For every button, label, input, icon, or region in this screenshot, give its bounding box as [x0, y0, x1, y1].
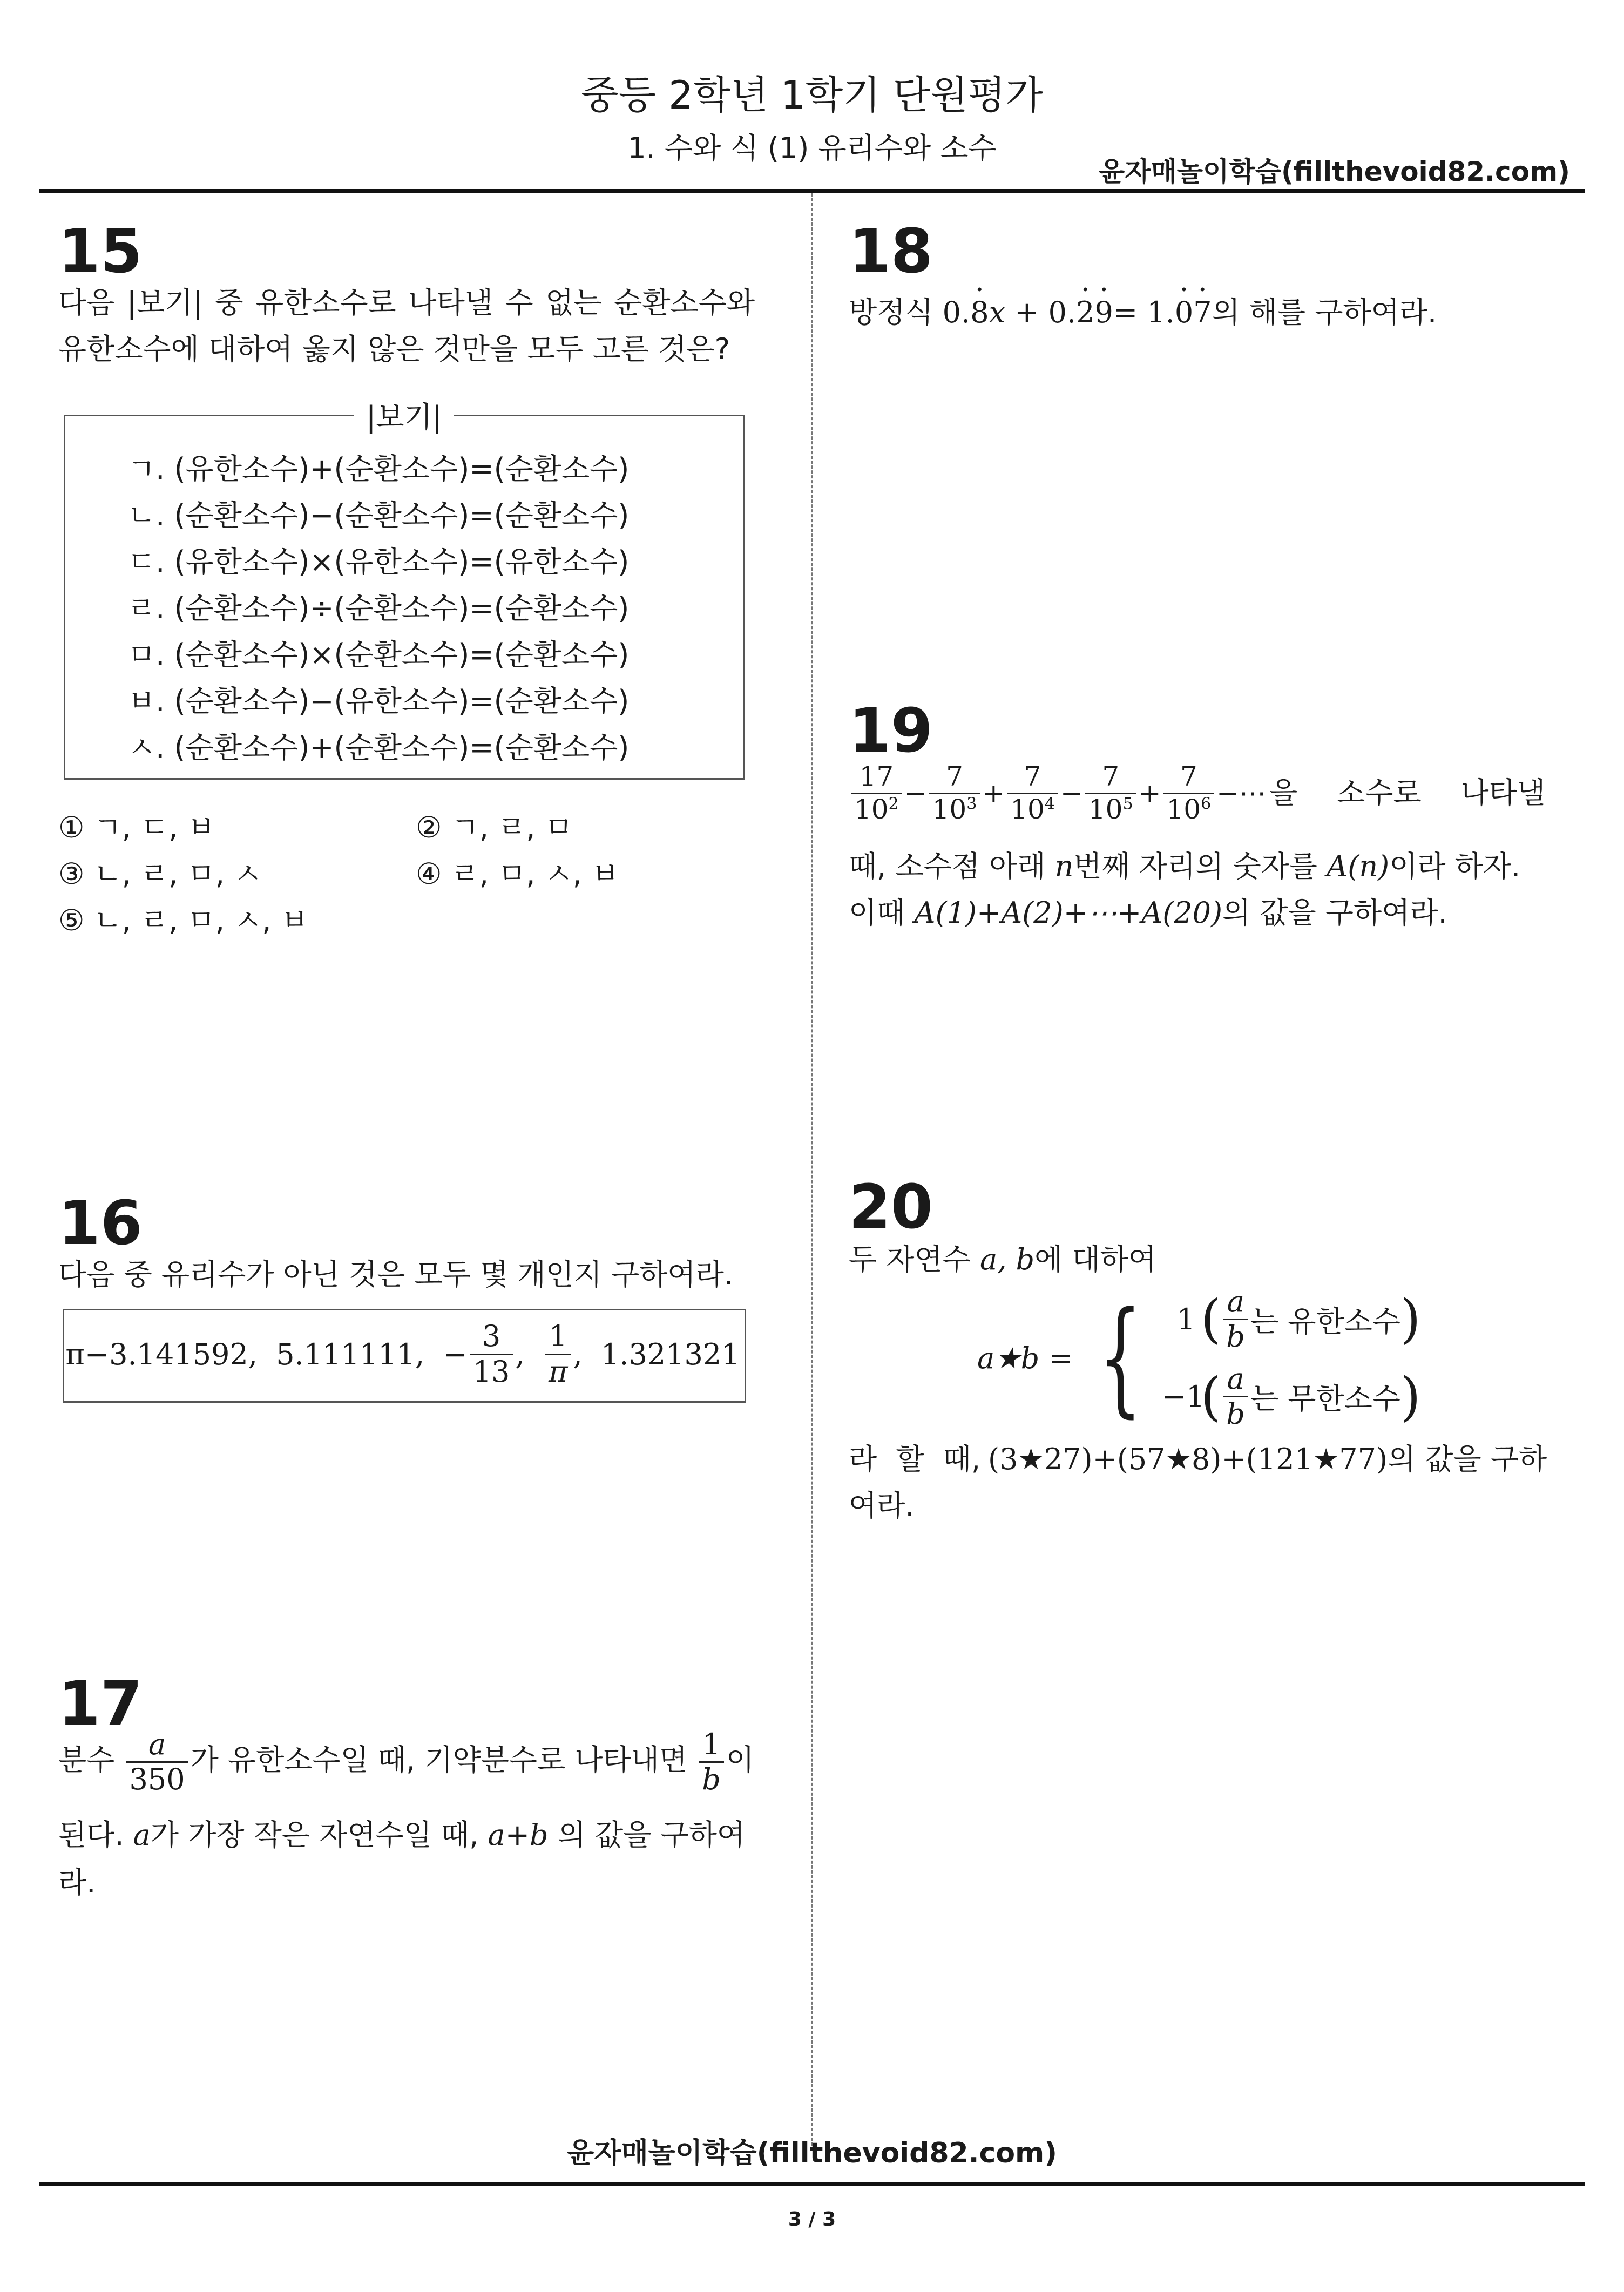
q20-case-2-text: 는 무한소수: [1250, 1382, 1400, 1416]
q17-fraction-1-b: [699, 1728, 724, 1796]
q17-var-a: a: [133, 1818, 151, 1852]
q20-text-3a: 라 할 때,: [849, 1442, 980, 1476]
q19-operator-5: −: [1216, 777, 1240, 809]
question-15-text: [58, 280, 755, 373]
q18-term-3-repeat-start: · 0: [1175, 289, 1193, 336]
q19-text-2a: 때, 소수점 아래: [849, 849, 1046, 883]
question-20-number: 20: [849, 1172, 933, 1242]
value-4-comma: ,: [573, 1337, 583, 1371]
q19-fraction-4-numerator: 7: [1102, 761, 1120, 792]
q20-case-2-open-paren: (: [1200, 1366, 1221, 1427]
answer-choice-1[interactable]: ① ㄱ, ㄷ, ㅂ: [58, 810, 215, 844]
bogi-item-7: ㅅ. (순환소수)+(순환소수)=(순환소수): [127, 731, 630, 765]
q20-cases: [1162, 1285, 1420, 1431]
q19-fraction-1-exponent: 2: [888, 794, 899, 813]
q20-left-brace: {: [1098, 1286, 1142, 1430]
q19-fraction-1: [851, 761, 902, 825]
page-subtitle: 1. 수와 식 (1) 유리수와 소수: [627, 131, 997, 165]
q19-fraction-3-numerator: 7: [1024, 761, 1041, 792]
q17-expression: a+b: [488, 1818, 549, 1852]
q19-text-3a: 이때: [849, 896, 905, 930]
q19-text-1: 을 소수로 나타낼: [1269, 776, 1545, 810]
q19-text-3b: 의 값을 구하여라.: [1222, 896, 1447, 930]
answer-choice-3[interactable]: ③ ㄴ, ㄹ, ㅁ, ㅅ: [58, 857, 262, 891]
q19-fraction-5-exponent: 6: [1201, 794, 1212, 813]
q17-fraction-1-numerator: a: [148, 1727, 166, 1761]
q20-case-1-fraction: [1223, 1285, 1248, 1354]
question-15-number: 15: [58, 217, 143, 287]
q19-fraction-3-denominator: [1007, 793, 1058, 826]
q17-text-4: 된다.: [58, 1818, 124, 1852]
page-title: 중등 2학년 1학기 단원평가: [581, 72, 1043, 118]
header-rule: [39, 189, 1585, 193]
q18-var-x: x: [989, 295, 1006, 329]
q17-text-3: 이: [726, 1743, 754, 1777]
question-19-line-2: [849, 843, 1520, 890]
q20-case-1-open-paren: (: [1200, 1289, 1221, 1350]
site-label-bottom[interactable]: 윤자매놀이학습(fillthevoid82.com): [566, 2137, 1057, 2169]
q17-fraction-2-numerator: 1: [702, 1727, 721, 1761]
q17-fraction-1-denominator: 350: [126, 1761, 188, 1796]
value-3-fraction: [470, 1320, 513, 1388]
value-5: 1.321321: [600, 1337, 740, 1371]
q20-definition: [977, 1285, 1420, 1431]
q18-text-1: 방정식: [849, 295, 933, 329]
q18-plus: +: [1014, 295, 1039, 329]
question-17-line-2: [58, 1812, 745, 1858]
q19-series: [849, 761, 1266, 825]
q19-operator-3: −: [1060, 777, 1083, 809]
q19-fraction-5-base: 10: [1166, 793, 1201, 825]
q19-fraction-5-denominator: [1163, 793, 1215, 826]
q18-term-2-repeat-start: · 2: [1076, 289, 1094, 336]
q20-case-1-value: 1: [1176, 1302, 1195, 1336]
q19-text-2c: 이라 하자.: [1389, 849, 1521, 883]
footer-rule: [39, 2182, 1585, 2186]
question-19-line-1: [849, 761, 1545, 825]
question-20-line-2: [849, 1436, 1545, 1483]
q20-case-2-fraction: [1223, 1362, 1248, 1431]
q19-fraction-4: [1085, 761, 1136, 825]
q20-case-2-denominator: b: [1223, 1396, 1248, 1431]
value-4-denominator: π: [545, 1354, 571, 1389]
page-number: 3 / 3: [788, 2208, 836, 2230]
q19-fraction-3-base: 10: [1010, 793, 1045, 825]
question-16-values: [63, 1309, 743, 1399]
q19-fraction-2-denominator: [929, 793, 980, 826]
q20-case-2-close-paren: ): [1400, 1366, 1421, 1427]
q19-operator-4: +: [1138, 777, 1161, 809]
q20-text-2: 에 대하여: [1034, 1242, 1156, 1276]
q17-text-2: 가 유한소수일 때, 기약분수로 나타내면: [190, 1743, 688, 1777]
bogi-item-6: ㅂ. (순환소수)−(유한소수)=(순환소수): [127, 684, 630, 718]
q18-term-2-int: 0.: [1048, 295, 1077, 329]
column-divider: [811, 193, 813, 2151]
q20-vars: a, b: [980, 1242, 1035, 1276]
q20-text-3b: 의 값을 구하: [1388, 1442, 1547, 1476]
value-3-comma: ,: [515, 1337, 525, 1371]
q20-case-1-denominator: b: [1223, 1319, 1248, 1354]
q19-operator-2: +: [982, 777, 1005, 809]
question-20-line-3: 여라.: [849, 1489, 915, 1523]
q17-text-5: 가 가장 작은 자연수일 때,: [150, 1818, 479, 1852]
bogi-item-5: ㅁ. (순환소수)×(순환소수)=(순환소수): [127, 638, 630, 672]
q17-fraction-a-350: [126, 1728, 188, 1796]
q18-text-2: 의 해를 구하여라.: [1212, 295, 1437, 329]
q19-fraction-5-numerator: 7: [1180, 761, 1197, 792]
question-15-line-1: 다음 |보기| 중 유한소수로 나타낼 수 없는 순환소수와: [58, 286, 755, 320]
q20-case-2-numerator: a: [1227, 1362, 1244, 1396]
value-2: 5.111111,: [276, 1337, 425, 1371]
value-3-numerator: 3: [482, 1319, 501, 1354]
q17-fraction-2-denominator: b: [699, 1761, 724, 1796]
question-16-text: 다음 중 유리수가 아닌 것은 모두 몇 개인지 구하여라.: [58, 1257, 733, 1292]
question-19-line-3: [849, 890, 1447, 936]
q19-fraction-2-numerator: 7: [946, 761, 963, 792]
q19-fraction-2-base: 10: [932, 793, 967, 825]
q20-text-1: 두 자연수: [849, 1242, 971, 1276]
q19-ellipsis: ⋯: [1239, 777, 1267, 809]
q18-equals: =: [1113, 295, 1138, 329]
q20-lhs: a★b =: [977, 1341, 1073, 1375]
q19-fraction-4-denominator: [1085, 793, 1136, 826]
answer-choice-2[interactable]: ② ㄱ, ㄹ, ㅁ: [416, 810, 573, 844]
q19-fraction-2-exponent: 3: [966, 794, 977, 813]
bogi-item-1: ㄱ. (유한소수)+(순환소수)=(순환소수): [127, 452, 630, 486]
question-15-line-2: 유한소수에 대하여 옳지 않은 것만을 모두 고른 것은?: [58, 332, 730, 366]
q19-fraction-1-base: 10: [854, 793, 889, 825]
bogi-item-2: ㄴ. (순환소수)−(순환소수)=(순환소수): [127, 498, 630, 532]
q19-fraction-5: [1163, 761, 1215, 825]
question-15-bogi-title: |보기|: [354, 394, 454, 436]
q20-expression: (3★27)+(57★8)+(121★77): [988, 1442, 1388, 1476]
question-18-text: [849, 289, 1437, 336]
q18-term-2-repeat-end: · 9: [1095, 289, 1113, 336]
q17-text-6: 의 값을 구하여: [557, 1818, 746, 1852]
bogi-item-3: ㄷ. (유한소수)×(유한소수)=(유한소수): [127, 545, 630, 579]
bogi-item-4: ㄹ. (순환소수)÷(순환소수)=(순환소수): [127, 591, 630, 625]
q19-fraction-1-numerator: 17: [859, 761, 894, 792]
value-4-numerator: 1: [549, 1319, 567, 1354]
q19-an: A(n): [1327, 849, 1390, 883]
q18-term-3-int: 1.: [1147, 295, 1175, 329]
question-20-line-1: [849, 1236, 1156, 1283]
q19-sum: A(1)+A(2)+⋯+A(20): [914, 896, 1223, 930]
answer-choice-5[interactable]: ⑤ ㄴ, ㄹ, ㅁ, ㅅ, ㅂ: [58, 903, 309, 937]
q20-case-1: [1162, 1285, 1420, 1354]
value-3-denominator: 13: [470, 1354, 513, 1389]
q19-var-n: n: [1054, 849, 1074, 883]
question-17-line-1: [58, 1728, 755, 1796]
q20-case-1-text: 는 유한소수: [1250, 1304, 1400, 1338]
q18-term-1-repeat-digit: · 8: [970, 289, 989, 336]
q20-case-1-numerator: a: [1227, 1284, 1244, 1319]
q18-equation: [943, 295, 1212, 329]
q19-text-2b: 번째 자리의 숫자를: [1073, 849, 1318, 883]
q19-fraction-3: [1007, 761, 1058, 825]
q20-case-1-close-paren: ): [1400, 1289, 1421, 1350]
q19-operator-1: −: [904, 777, 927, 809]
question-16-number: 16: [58, 1188, 143, 1259]
question-17-line-3: 라.: [58, 1865, 96, 1899]
question-17-number: 17: [58, 1669, 143, 1739]
q20-case-2-value: −1: [1161, 1380, 1205, 1414]
value-4-fraction: [545, 1320, 571, 1388]
q19-fraction-4-base: 10: [1088, 793, 1123, 825]
q18-term-1-int: 0.: [942, 295, 971, 329]
question-19-number: 19: [849, 696, 933, 766]
q18-term-3-repeat-end: · 7: [1193, 289, 1212, 336]
q19-fraction-1-denominator: [851, 793, 902, 826]
site-label-top[interactable]: 윤자매놀이학습(fillthevoid82.com): [1098, 156, 1570, 187]
q17-text-1: 분수: [58, 1743, 115, 1777]
q20-case-2: [1162, 1362, 1420, 1431]
value-3-sign: −: [443, 1337, 468, 1371]
q19-fraction-2: [929, 761, 980, 825]
q19-fraction-3-exponent: 4: [1044, 794, 1055, 813]
value-1: π−3.141592,: [65, 1337, 258, 1371]
q19-fraction-4-exponent: 5: [1122, 794, 1133, 813]
answer-choice-4[interactable]: ④ ㄹ, ㅁ, ㅅ, ㅂ: [416, 857, 620, 891]
question-18-number: 18: [849, 217, 933, 287]
